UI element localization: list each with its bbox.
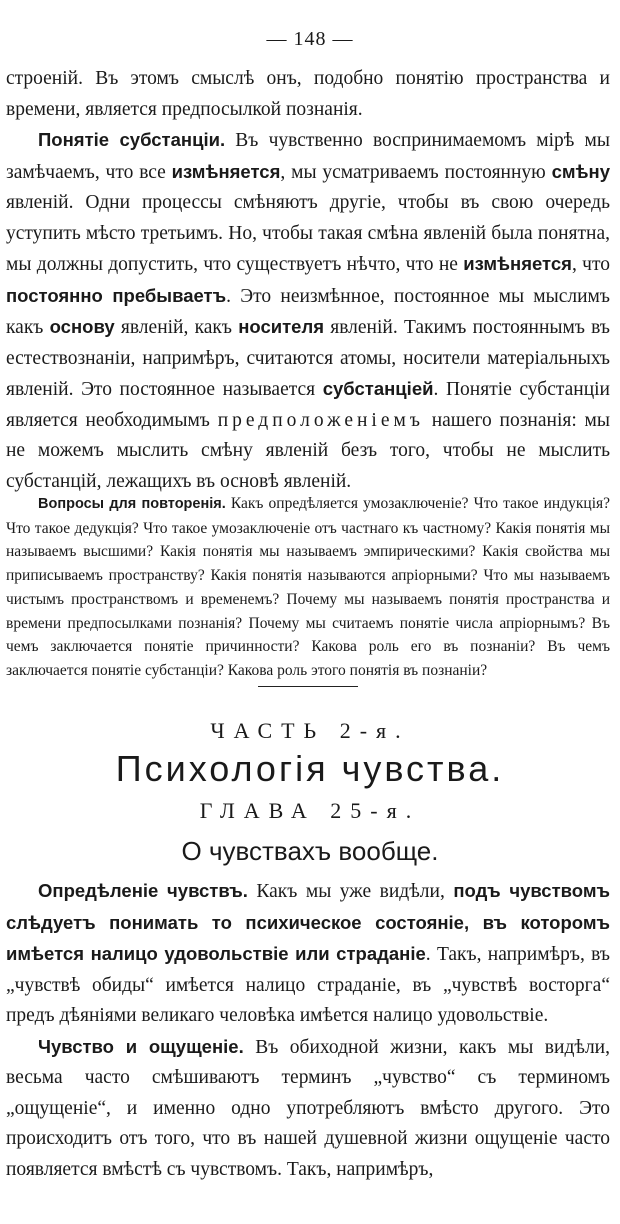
paragraph-feeling-sensation: Чувство и ощущеніе. Въ обиходной жизни, какъ мы видѣли, весьма часто смѣшиваютъ терминъ „чувство“ съ терминомъ „ощущеніе“, и именно одно употребляютъ вмѣсто другого. Это происходитъ отъ того, что въ нашей душевной жизни ощущеніе часто появляется вмѣстѣ съ чувствомъ. Такъ, напримѣръ,	[6, 1035, 610, 1180]
chapter-name: О чувствахъ вообще.	[181, 836, 439, 866]
review-questions-heading: Вопросы для повторенія.	[38, 496, 226, 512]
section-divider	[258, 686, 358, 687]
section-heading-definition: Опредѣленіе чувствъ.	[38, 880, 248, 901]
section-heading-feeling-sensation: Чувство и ощущеніе.	[38, 1035, 244, 1057]
review-questions: Вопросы для повторенія. Какъ опредѣляется умозаключеніе? Что такое индукція? Что такое дедукція? Что такое умозаключеніе отъ частнаго къ частному? Какія понятія мы называемъ высшими? Какія понятія мы называемъ эмпирическими? Какія свойства мы приписываемъ пространству? Какія понятія называются апріорными? Что мы называемъ чистымъ пространствомъ и временемъ? Почему мы называемъ понятія пространства и времени предпосылками познанія? Почему мы считаемъ понятіе числа апріорнымъ? Въ чемъ заключается понятіе причинности? Какова роль его въ познаніи? Въ чемъ заключается понятіе субстанціи? Какова роль этого понятія въ познаніи?	[6, 495, 611, 679]
main-title: Психологія чувства.	[115, 748, 505, 789]
text-block-feelings	[6, 876, 610, 1185]
page-number: — 148 —	[266, 28, 354, 50]
text-block-substance	[6, 64, 610, 497]
chapter-title: ГЛАВА 25-я.	[199, 798, 421, 823]
paragraph-continuation: строеній. Въ этомъ смыслѣ онъ, подобно понятію пространства и времени, является предпосылкой познанія.	[6, 68, 610, 120]
paragraph-definition: Опредѣленіе чувствъ. Какъ мы уже видѣли, подъ чувствомъ слѣдуетъ понимать то психическое состояніе, въ которомъ имѣется налицо удовольствіе или страданіе. Такъ, напримѣръ, въ „чувствѣ обиды“ имѣется налицо страданіе, въ „чувствѣ восторга“ предъ дѣяніями великаго человѣка имѣется налицо удовольствіе.	[6, 880, 610, 1026]
section-heading-substance: Понятіе субстанціи.	[38, 129, 226, 150]
part-title: ЧАСТЬ 2-я.	[210, 718, 410, 743]
paragraph-substance: Понятіе субстанціи. Въ чувственно воспринимаемомъ мірѣ мы замѣчаемъ, что все измѣняется, мы усматриваемъ постоянную смѣну явленій. Одни процессы смѣняютъ другіе, чтобы въ свою очередь уступить мѣсто третьимъ. Но, чтобы такая смѣна явленій была понятна, мы должны допустить, что существуетъ нѣчто, что не измѣняется, что постоянно пребываетъ. Это неизмѣнное, постоянное мы мыслимъ какъ основу явленій, какъ носителя явленій. Такимъ постояннымъ въ естествознаніи, напримѣръ, считаются атомы, носители матеріальныхъ явленій. Это постоянное называется субстанціей. Понятіе субстанціи является необходимымъ предположеніемъ нашего познанія: мы не можемъ мыслить смѣну явленій безъ того, чтобы не мыслить субстанцій, лежащихъ въ основѣ явленій.	[6, 129, 610, 492]
